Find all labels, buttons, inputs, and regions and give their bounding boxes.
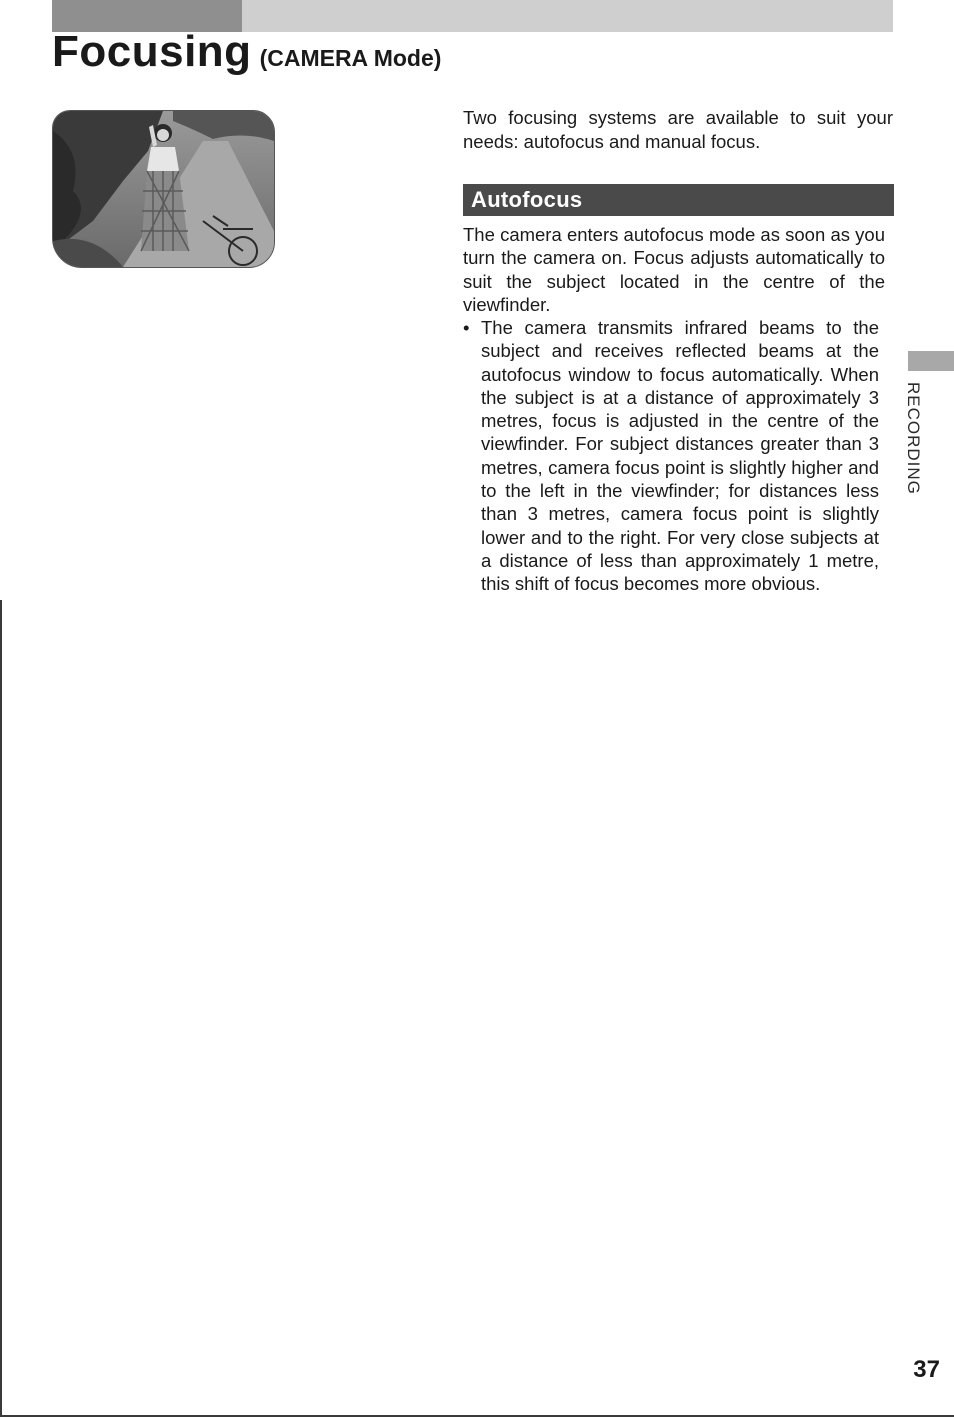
side-tab-label: RECORDING: [904, 382, 923, 495]
page-left-edge: [0, 600, 2, 1417]
autofocus-paragraph: The camera enters autofocus mode as soon as you turn the camera on. Focus adjusts automatically to suit the subject located in the centre of the viewfinder.: [463, 224, 885, 315]
page-title-subtitle: (CAMERA Mode): [259, 45, 442, 71]
autofocus-bullet: [463, 316, 879, 596]
intro-paragraph: Two focusing systems are available to suit your needs: autofocus and manual focus.: [463, 107, 893, 152]
example-photo-illustration: [53, 111, 274, 267]
bullet-text: The camera transmits infrared beams to the subject and receives reflected beams at the autofocus window to focus automatically. When the subject is at a distance of approximately 3 metres, focus is adjusted in the centre of the viewfinder. For subject distances greater than 3 metres, camera focus point is slightly higher and to the left in the viewfinder; for distances less than 3 metres, camera focus point is slightly lower and to the right. For very close subjects at a distance of less than approximately 1 metre, this shift of focus becomes more obvious.: [481, 317, 879, 595]
page-title-main: Focusing: [52, 27, 252, 76]
page-title: [52, 27, 442, 76]
section-title: Autofocus: [471, 187, 583, 212]
section-header-autofocus: [463, 184, 894, 216]
bullet-marker: •: [463, 317, 470, 338]
side-tab-marker: [908, 351, 954, 371]
example-photo: [52, 110, 275, 268]
page-number: 37: [913, 1356, 940, 1383]
header-bar-light-segment: [242, 0, 893, 32]
